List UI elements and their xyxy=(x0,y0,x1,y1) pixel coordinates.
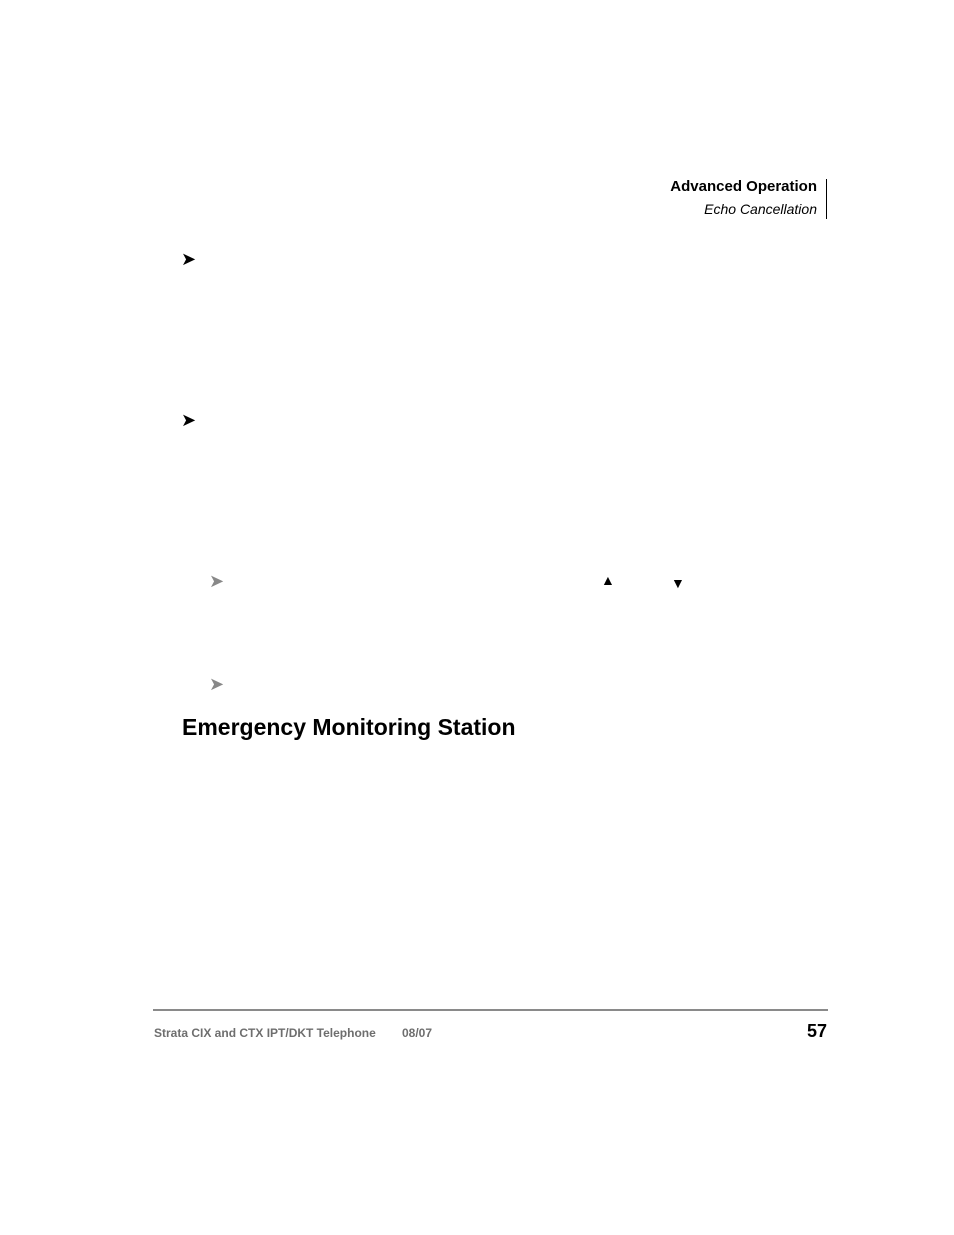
footer-rule xyxy=(153,1009,828,1011)
step-arrow-icon: ➤ xyxy=(181,249,197,269)
header-vertical-rule xyxy=(826,179,827,219)
running-head xyxy=(670,178,817,218)
step-arrow-icon: ➤ xyxy=(181,410,197,430)
substep-arrow-icon: ➤ xyxy=(209,674,225,694)
footer-date: 08/07 xyxy=(402,1026,433,1040)
volume-down-icon: ▼ xyxy=(671,575,685,591)
page-number: 57 xyxy=(806,1021,827,1041)
footer-document-title: Strata CIX and CTX IPT/DKT Telephone xyxy=(154,1026,376,1040)
substep-arrow-icon: ➤ xyxy=(209,571,225,591)
volume-up-icon: ▲ xyxy=(601,572,615,588)
chapter-title: Advanced Operation xyxy=(670,178,817,195)
section-title: Echo Cancellation xyxy=(704,201,817,217)
section-heading: Emergency Monitoring Station xyxy=(182,714,516,740)
